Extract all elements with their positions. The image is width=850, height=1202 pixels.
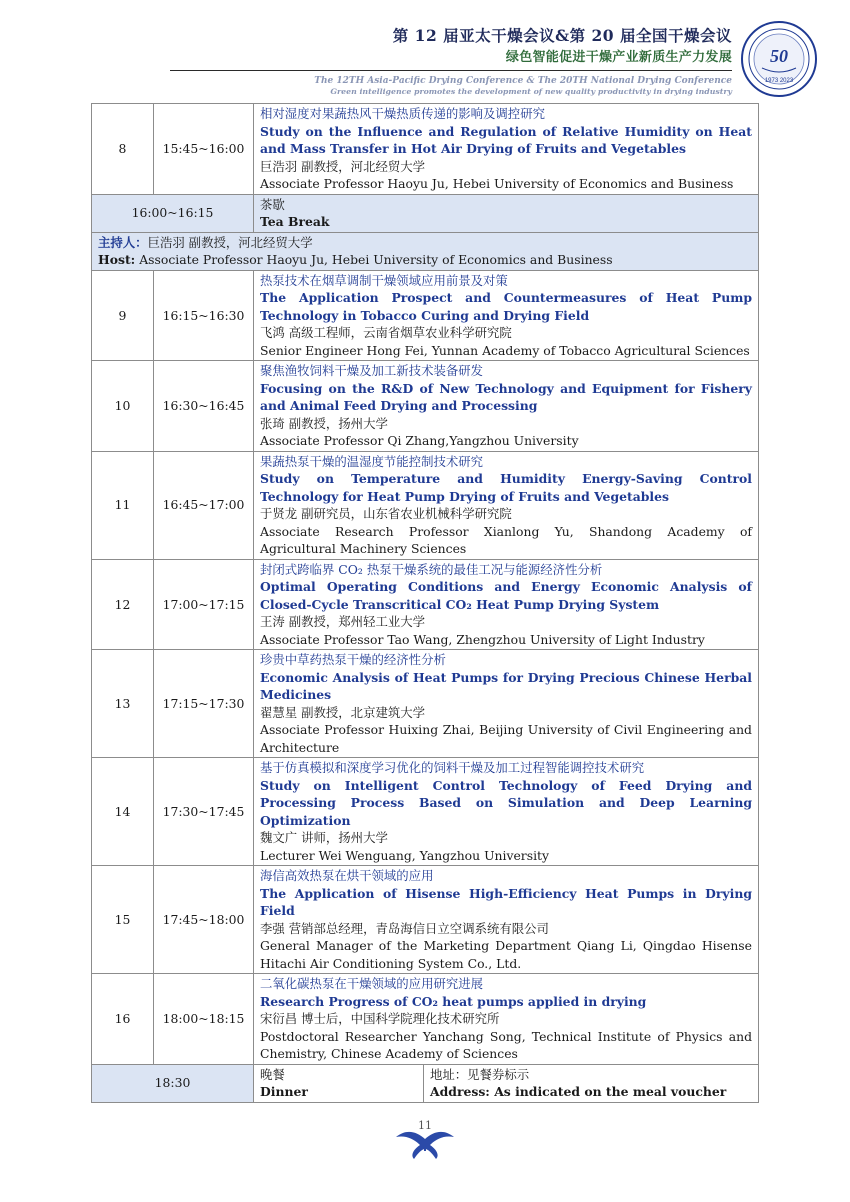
dinner-row (92, 1064, 759, 1102)
page-header (0, 0, 850, 100)
host-text-cn: 巨浩羽 副教授，河北经贸大学 (147, 234, 313, 250)
tea-break-time: 16:00~16:15 (92, 194, 254, 232)
talk-title-en: Study on Intelligent Control Technology of Feed Drying and Processing Process Based on Simulation and Deep Learning Optimization (260, 777, 752, 828)
tea-break-en: Tea Break (260, 214, 330, 229)
speaker-en: Associate Professor Haoyu Ju, Hebei University of Economics and Business (260, 176, 734, 191)
table-row (92, 451, 759, 559)
talk-number: 9 (92, 270, 154, 361)
conference-subtitle-en: Green intelligence promotes the development of new quality productivity in drying industry (330, 87, 732, 96)
talk-number: 8 (92, 104, 154, 195)
speaker-cn: 宋衍昌 博士后，中国科学院理化技术研究所 (260, 1011, 500, 1026)
talk-time: 16:45~17:00 (154, 451, 254, 559)
talk-title-en: Research Progress of CO₂ heat pumps applied in drying (260, 993, 647, 1009)
speaker-cn: 巨浩羽 副教授，河北经贸大学 (260, 158, 426, 174)
page-number: 11 (418, 1119, 432, 1132)
anniversary-logo (740, 20, 818, 98)
logo-years: 1973 2023 (764, 78, 794, 84)
talk-title-cn: 果蔬热泵干燥的温湿度节能控制技术研究 (260, 453, 484, 469)
talk-title-en: Focusing on the R&D of New Technology and Equipment for Fishery and Animal Feed Drying and Processing (260, 380, 752, 413)
speaker-en: Associate Professor Huixing Zhai, Beijing University of Civil Engineering and Architecture (260, 722, 752, 755)
table-row (92, 559, 759, 650)
speaker-cn: 魏文广 讲师，扬州大学 (260, 830, 388, 845)
host-label-cn: 主持人： (98, 234, 148, 250)
talk-title-en: Economic Analysis of Heat Pumps for Drying Precious Chinese Herbal Medicines (260, 669, 752, 702)
talk-details (254, 559, 759, 650)
speaker-cn: 张琦 副教授，扬州大学 (260, 415, 388, 431)
speaker-en: General Manager of the Marketing Department Qiang Li, Qingdao Hisense Hitachi Air Conditioning System Co., Ltd. (260, 938, 752, 971)
talk-details (254, 758, 759, 866)
talk-details (254, 361, 759, 452)
talk-number: 13 (92, 650, 154, 758)
talk-number: 14 (92, 758, 154, 866)
table-row (92, 866, 759, 974)
talk-number: 11 (92, 451, 154, 559)
dinner-address-cn: 地址：见餐券标示 (430, 1066, 530, 1082)
talk-title-cn: 聚焦渔牧饲料干燥及加工新技术装备研发 (260, 363, 484, 378)
talk-details (254, 866, 759, 974)
talk-number: 12 (92, 559, 154, 650)
header-rule (170, 70, 732, 71)
tea-break-row (92, 194, 759, 232)
talk-time: 15:45~16:00 (154, 104, 254, 195)
speaker-cn: 于贤龙 副研究员，山东省农业机械科学研究院 (260, 506, 512, 521)
conference-subtitle-cn: 绿色智能促进干燥产业新质生产力发展 (505, 50, 732, 65)
table-row (92, 974, 759, 1065)
table-row (92, 104, 759, 195)
talk-number: 10 (92, 361, 154, 452)
speaker-cn: 王涛 副教授，郑州轻工业大学 (260, 614, 426, 629)
host-text-en: Associate Professor Haoyu Ju, Hebei University of Economics and Business (135, 252, 613, 267)
talk-number: 16 (92, 974, 154, 1065)
talk-time: 18:00~18:15 (154, 974, 254, 1065)
talk-title-cn: 海信高效热泵在烘干领域的应用 (260, 868, 434, 883)
talk-title-cn: 二氧化碳热泵在干燥领域的应用研究进展 (260, 976, 484, 991)
talk-title-cn: 珍贵中草药热泵干燥的经济性分析 (260, 652, 446, 667)
talk-title-en: The Application of Hisense High-Efficiency Heat Pumps in Drying Field (260, 885, 752, 918)
talk-time: 17:15~17:30 (154, 650, 254, 758)
speaker-en: Associate Research Professor Xianlong Yu, Shandong Academy of Agricultural Machinery Sciences (260, 523, 752, 556)
talk-details (254, 451, 759, 559)
talk-time: 17:30~17:45 (154, 758, 254, 866)
conference-title-cn: 第 12 届亚太干燥会议&第 20 届全国干燥会议 (392, 26, 732, 45)
talk-time: 17:00~17:15 (154, 559, 254, 650)
talk-details (254, 650, 759, 758)
speaker-en: Associate Professor Qi Zhang,Yangzhou University (260, 433, 579, 448)
talk-title-cn: 基于仿真模拟和深度学习优化的饲料干燥及加工过程智能调控技术研究 (260, 760, 645, 775)
speaker-en: Postdoctoral Researcher Yanchang Song, Technical Institute of Physics and Chemistry, Chinese Academy of Sciences (260, 1028, 752, 1061)
speaker-cn: 翟慧星 副教授，北京建筑大学 (260, 704, 426, 720)
talk-title-en: Study on Temperature and Humidity Energy-Saving Control Technology for Heat Pump Drying of Fruits and Vegetables (260, 471, 752, 504)
speaker-en: Associate Professor Tao Wang, Zhengzhou University of Light Industry (260, 631, 705, 647)
table-row (92, 758, 759, 866)
tea-break-cn: 茶歇 (260, 196, 285, 212)
tea-break-label (254, 194, 759, 232)
table-row (92, 650, 759, 758)
dinner-cn: 晚餐 (260, 1066, 285, 1082)
talk-title-en: Study on the Influence and Regulation of Relative Humidity on Heat and Mass Transfer in Hot Air Drying of Fruits and Vegetables (260, 123, 752, 156)
dinner-address (424, 1064, 759, 1102)
host-line-cn (98, 234, 752, 252)
host-line-en (98, 251, 752, 269)
dinner-address-en: Address: As indicated on the meal voucher (430, 1084, 727, 1099)
dinner-en: Dinner (260, 1084, 308, 1099)
dinner-time: 18:30 (92, 1064, 254, 1102)
schedule-table (91, 103, 759, 1103)
table-row (92, 361, 759, 452)
talk-title-cn: 相对湿度对果蔬热风干燥热质传递的影响及调控研究 (260, 106, 545, 121)
speaker-cn: 李强 营销部总经理，青岛海信日立空调系统有限公司 (260, 920, 549, 936)
logo-number: 50 (770, 46, 788, 66)
dinner-label (254, 1064, 424, 1102)
talk-title-cn: 热泵技术在烟草调制干燥领域应用前景及对策 (260, 272, 508, 288)
speaker-en: Senior Engineer Hong Fei, Yunnan Academy of Tobacco Agricultural Sciences (260, 342, 750, 358)
talk-details (254, 974, 759, 1065)
talk-details (254, 270, 759, 361)
host-row (92, 232, 759, 270)
talk-title-en: Optimal Operating Conditions and Energy Economic Analysis of Closed-Cycle Transcritical CO₂ Heat Pump Drying System (260, 579, 752, 612)
conference-title-en: The 12TH Asia-Pacific Drying Conference & The 20TH National Drying Conference (314, 76, 732, 86)
talk-time: 16:30~16:45 (154, 361, 254, 452)
speaker-en: Lecturer Wei Wenguang, Yangzhou University (260, 847, 550, 863)
talk-time: 17:45~18:00 (154, 866, 254, 974)
table-row (92, 270, 759, 361)
talk-title-cn: 封闭式跨临界 CO₂ 热泵干燥系统的最佳工况与能源经济性分析 (260, 561, 603, 577)
talk-number: 15 (92, 866, 154, 974)
host-label-en: Host: (98, 252, 136, 267)
host-cell (92, 232, 759, 270)
talk-details (254, 104, 759, 195)
talk-time: 16:15~16:30 (154, 270, 254, 361)
talk-title-en: The Application Prospect and Countermeasures of Heat Pump Technology in Tobacco Curing and Drying Field (260, 290, 752, 323)
speaker-cn: 飞鸿 高级工程师，云南省烟草农业科学研究院 (260, 325, 512, 340)
